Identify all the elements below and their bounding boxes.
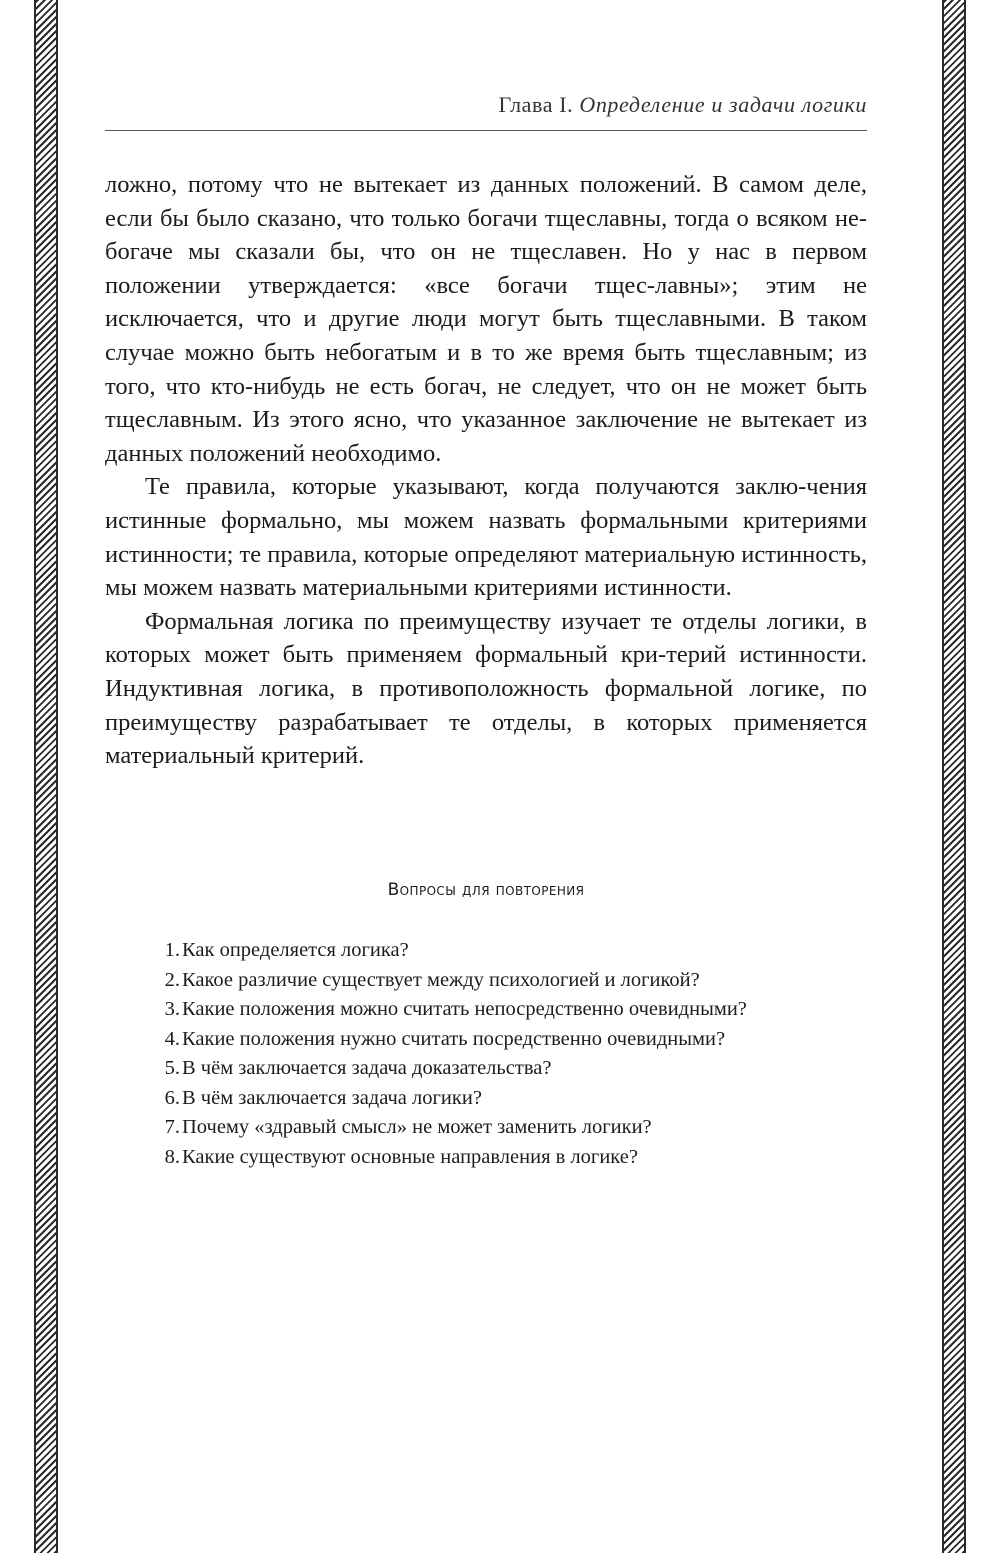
- item-number: 3.: [164, 998, 180, 1020]
- item-text: Какое различие существует между психологией и логикой?: [182, 968, 700, 991]
- chapter-title: Определение и задачи логики: [579, 92, 867, 117]
- item-text: Какие положения нужно считать посредственно очевидными?: [182, 1027, 726, 1050]
- body-text: [105, 168, 867, 773]
- list-item: [138, 936, 878, 966]
- list-item: [138, 966, 878, 996]
- paragraph: Формальная логика по преимуществу изучает те отделы логики, в которых может быть применяем формальный кри-терий истинности. Индуктивная логика, в противоположность формальной логике, по преимуществу разрабатывает те отделы, в которых применяется материальный критерий.: [105, 607, 867, 770]
- paragraph: Те правила, которые указывают, когда получаются заклю-чения истинные формально, мы можем назвать формальными критериями истинности; те правила, которые определяют материальную истинность, мы можем назвать материальными критериями истинности.: [105, 473, 867, 602]
- paragraph: ложно, потому что не вытекает из данных положений. В самом деле, если бы было сказано, что только богачи тщеславны, тогда о всяком не-богаче мы сказали бы, что он не тщеславен. Но у нас в первом положении утверждается: «все богачи тщес-лавны»; этим не исключается, что и другие люди могут быть тщеславными. В таком случае можно быть небогатым и в то же время быть тщеславным; из того, что кто-нибудь не есть богач, не следует, что он не может быть тщеславным. Из этого ясно, что указанное заключение не вытекает из данных положений необходимо.: [105, 171, 867, 467]
- list-item: [138, 1143, 878, 1173]
- list-item: [138, 1025, 878, 1055]
- running-head: [498, 92, 867, 118]
- item-text: Как определяется логика?: [182, 939, 409, 961]
- item-text: Какие существуют основные направления в логике?: [182, 1145, 638, 1168]
- list-item: [138, 1054, 878, 1084]
- item-number: 1.: [164, 939, 180, 961]
- item-number: 6.: [164, 1086, 180, 1109]
- question-list: [138, 936, 878, 1172]
- decorative-border-left: [34, 0, 58, 1553]
- item-text: Какие положения можно считать непосредственно очевидными?: [182, 998, 747, 1020]
- item-number: 5.: [164, 1057, 180, 1079]
- item-number: 2.: [164, 968, 180, 991]
- item-text: В чём заключается задача логики?: [182, 1086, 482, 1109]
- list-item: [138, 1084, 878, 1114]
- item-text: В чём заключается задача доказательства?: [182, 1057, 552, 1079]
- list-item: [138, 1113, 878, 1143]
- list-item: [138, 995, 878, 1025]
- item-number: 4.: [164, 1027, 180, 1050]
- chapter-label: Глава I.: [498, 92, 574, 117]
- decorative-border-right: [942, 0, 966, 1553]
- section-title: Вопросы для повторения: [387, 880, 585, 900]
- item-text: Почему «здравый смысл» не может заменить логики?: [182, 1116, 652, 1138]
- header-divider: [105, 130, 867, 131]
- item-number: 7.: [164, 1116, 180, 1138]
- item-number: 8.: [164, 1145, 180, 1168]
